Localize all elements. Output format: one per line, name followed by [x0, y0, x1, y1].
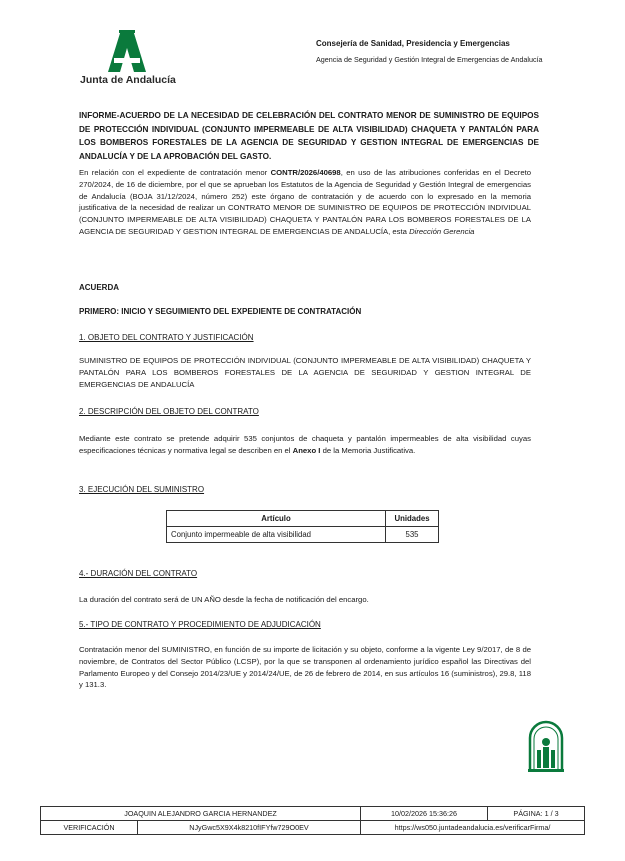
section-1-heading: 1. OBJETO DEL CONTRATO Y JUSTIFICACIÓN: [79, 333, 254, 342]
expediente-number: CONTR/2026/40698: [270, 168, 341, 177]
footer-verificacion-code: NJyGwc5X9X4k8210fIFYfw729O0EV: [138, 821, 361, 835]
section-3-heading: 3. EJECUCIÓN DEL SUMINISTRO: [79, 485, 205, 494]
intro-italic: Dirección Gerencia: [409, 226, 475, 236]
section-2-text-b: de la Memoria Justificativa.: [320, 445, 416, 455]
units-table: [166, 510, 439, 543]
col-unidades: Unidades: [386, 511, 439, 527]
footer-fecha: 10/02/2026 15:36:26: [361, 807, 488, 821]
intro-paragraph: [79, 167, 531, 238]
intro-text-b: , en uso de las atribuciones conferidas en el Decreto 270/2024, de 16 de diciembre, por el que se aprueban los Estatutos de la Agencia de Seguridad y Gestión Integral de emergencias de Andalucía (BOJA 31/12/2024, número 252) este órgano de contratación y de acuerdo con lo expresado en la memoria justificativa de la necesidad de realizar un CONTRATO MENOR DE SUMINISTRO DE EQUIPOS DE PROTECCIÓN INDIVIDUAL (CONJUNTO IMPERMEABLE DE ALTA VISIBILIDAD) CHAQUETA Y PANTALÓN PARA LOS BOMBEROS FORESTALES DE LA AGENCIA DE SEGURIDAD Y GESTION INTEGRAL DE EMERGENCIAS DE ANDALUCÍA, esta: [79, 168, 532, 236]
anexo-ref: Anexo I: [292, 445, 321, 455]
cell-unidades: 535: [386, 527, 439, 543]
primero-heading: PRIMERO: INICIO Y SEGUIMIENTO DEL EXPEDIENTE DE CONTRATACIÓN: [79, 307, 362, 316]
section-2-heading: 2. DESCRIPCIÓN DEL OBJETO DEL CONTRATO: [79, 407, 259, 416]
section-5-heading: 5.- TIPO DE CONTRATO Y PROCEDIMIENTO DE ADJUDICACIÓN: [79, 620, 321, 629]
footer-row-signer: [41, 807, 585, 821]
section-4-heading: 4.- DURACIÓN DEL CONTRATO: [79, 569, 198, 578]
table-row: [167, 527, 439, 543]
intro-text-a: En relación con el expediente de contratación menor: [79, 168, 271, 177]
logo-text: Junta de Andalucía: [80, 74, 176, 86]
section-4-text: La duración del contrato será de UN AÑO desde la fecha de notificación del encargo.: [79, 595, 369, 604]
section-2-text-a: Mediante este contrato se pretende adquirir 535 conjuntos de chaqueta y pantalón impermeables de alta visibilidad cuyas especificaciones técnicas y normativa legal se describen en el: [79, 434, 531, 455]
document-title: INFORME-ACUERDO DE LA NECESIDAD DE CELEBRACIÓN DEL CONTRATO MENOR DE SUMINISTRO DE EQUIPOS DE PROTECCIÓN INDIVIDUAL (CONJUNTO IMPERMEABLE DE ALTA VISIBILIDAD) CHAQUETA Y PANTALÓN PARA LOS BOMBEROS FORESTALES DE LA AGENCIA DE SEGURIDAD Y GESTION INTEGRAL DE EMERGENCIAS DE ANDALUCÍA Y DE LA APROBACIÓN DEL GASTO.: [79, 111, 539, 161]
andalucia-seal-icon: [526, 720, 566, 774]
table-header-row: [167, 511, 439, 527]
section-5-text: Contratación menor del SUMINISTRO, en función de su importe de licitación y su objeto, conforme a la vigente Ley 9/2017, de 8 de noviembre, de Contratos del Sector Público (LCSP), por la que se transponen al ordenamiento jurídico español las Directivas del Parlamento Europeo y del Consejo 2014/23/UE y 2014/24/UE, de 26 de febrero de 2014, en sus artículos 16 (suministros), 29.8, 118 y 131.3.: [79, 645, 531, 690]
section-2-text: [79, 433, 531, 457]
footer-pagina: PÁGINA: 1 / 3: [488, 807, 585, 821]
header-consejeria: Consejería de Sanidad, Presidencia y Emergencias: [316, 39, 510, 48]
footer-firmante: JOAQUIN ALEJANDRO GARCIA HERNANDEZ: [41, 807, 361, 821]
signature-footer: [40, 806, 585, 835]
cell-articulo: Conjunto impermeable de alta visibilidad: [167, 527, 386, 543]
header-agencia: Agencia de Seguridad y Gestión Integral de Emergencias de Andalucía: [316, 55, 543, 64]
footer-row-verification: [41, 821, 585, 835]
footer-verificacion-url[interactable]: https://ws050.juntadeandalucia.es/verificarFirma/: [361, 821, 585, 835]
acuerda-heading: ACUERDA: [79, 283, 119, 292]
col-articulo: Artículo: [167, 511, 386, 527]
section-1-text: SUMINISTRO DE EQUIPOS DE PROTECCIÓN INDIVIDUAL (CONJUNTO IMPERMEABLE DE ALTA VISIBILIDAD) CHAQUETA Y PANTALÓN PARA LOS BOMBEROS FORESTALES DE LA AGENCIA DE SEGURIDAD Y GESTION INTEGRAL DE EMERGENCIAS DE ANDALUCÍA: [79, 356, 531, 389]
footer-verificacion-label: VERIFICACIÓN: [41, 821, 138, 835]
